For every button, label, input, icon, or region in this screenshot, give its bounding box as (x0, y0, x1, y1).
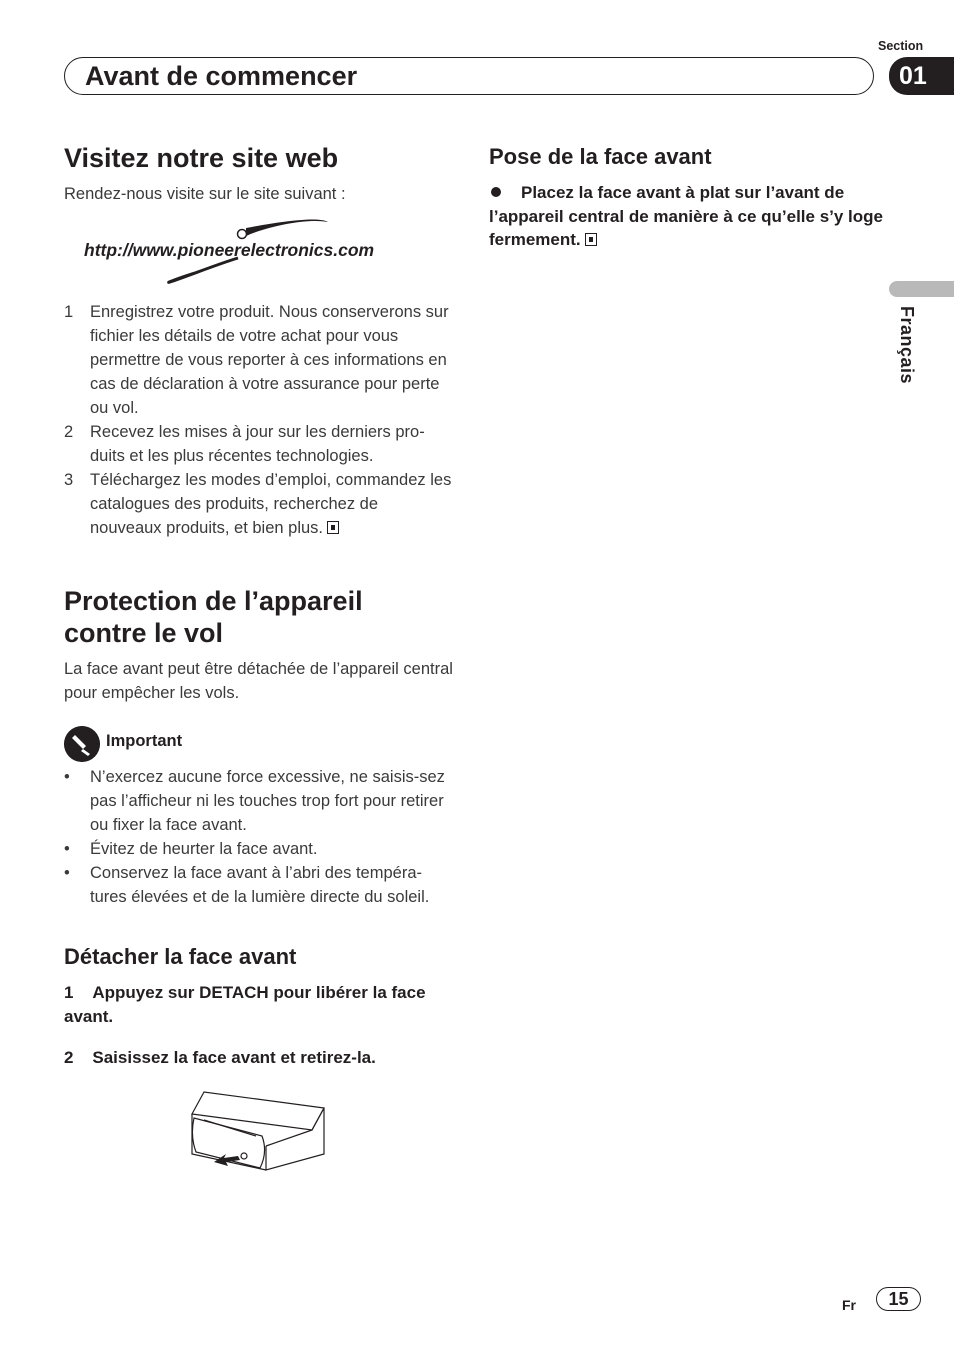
header-title: Avant de commencer (85, 61, 358, 91)
protection-heading: Protection de l’appareil contre le vol (64, 586, 363, 648)
step-number: 2 (64, 1048, 74, 1067)
list-item (64, 420, 454, 468)
section-number: 01 (889, 57, 954, 95)
important-label: Important (106, 732, 183, 750)
list-item (64, 861, 454, 909)
attach-step (489, 181, 884, 252)
list-item-number: 2 (64, 423, 74, 441)
list-item-number: 1 (64, 303, 74, 321)
bullet-icon: • (64, 768, 70, 786)
website-benefits-list (64, 300, 454, 540)
detach-step-2 (64, 1046, 444, 1070)
step-text: Appuyez sur DETACH pour libérer la face avant. (64, 983, 426, 1026)
list-item (64, 468, 454, 540)
list-item (64, 300, 454, 420)
list-item (64, 837, 454, 861)
website-heading: Visitez notre site web (64, 143, 339, 173)
attach-heading: Pose de la face avant (489, 144, 712, 169)
detach-illustration (186, 1088, 328, 1174)
end-of-section-icon (585, 233, 597, 246)
section-label: Section (878, 39, 924, 53)
detach-heading: Détacher la face avant (64, 944, 297, 969)
list-item-text: Évitez de heurter la face avant. (90, 840, 318, 858)
website-intro: Rendez-nous visite sur le site suivant : (64, 185, 346, 203)
page-number: 15 (876, 1287, 921, 1311)
list-item-text: Recevez les mises à jour sur les derniers pro-duits et les plus récentes technologies. (90, 423, 425, 465)
list-item-text: Conservez la face avant à l’abri des tempéra-tures élevées et de la lumière directe du soleil. (90, 864, 430, 906)
bullet-icon: • (64, 840, 70, 858)
step-text: Placez la face avant à plat sur l’avant de l’appareil central de manière à ce qu’elle s’y loge fermement. (489, 183, 884, 249)
end-of-section-icon (327, 521, 339, 534)
language-tab-bar (889, 281, 954, 297)
list-item-number: 3 (64, 471, 74, 489)
protection-intro: La face avant peut être détachée de l’appareil central pour empêcher les vols. (64, 660, 453, 702)
important-icon (64, 726, 100, 762)
list-item-text: Enregistrez votre produit. Nous conserverons sur fichier les détails de votre achat pour vous permettre de vous reporter à ces informations en cas de déclaration à votre assurance pour perte ou vol. (90, 303, 449, 417)
list-item-text: N’exercez aucune force excessive, ne saisis-sez pas l’afficheur ni les touches trop fort pour retirer ou fixer la face avant. (90, 768, 445, 834)
list-item-text: Téléchargez les modes d’emploi, commandez les catalogues des produits, recherchez de nouveaux produits, et bien plus. (90, 471, 452, 537)
important-bullets (64, 765, 454, 909)
step-number: 1 (64, 983, 74, 1002)
bullet-icon (491, 187, 501, 197)
list-item (64, 765, 454, 837)
step-text: Saisissez la face avant et retirez-la. (92, 1048, 376, 1067)
detach-step-1 (64, 981, 444, 1028)
website-url-link[interactable]: http://www.pioneerelectronics.com (84, 240, 375, 260)
footer-language-code: Fr (842, 1297, 856, 1313)
bullet-icon: • (64, 864, 70, 882)
language-tab-label: Français (897, 306, 917, 385)
